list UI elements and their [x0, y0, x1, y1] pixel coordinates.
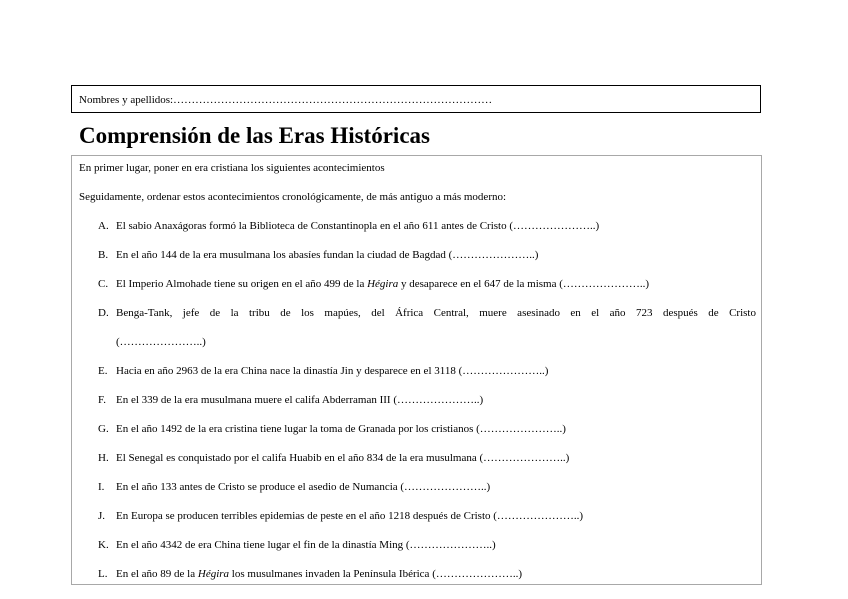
- item-letter: J.: [98, 510, 106, 522]
- item-letter: B.: [98, 249, 109, 261]
- item-text: En el 339 de la era musulmana muere el califa Abderraman III (…………………..): [116, 394, 484, 406]
- instruction-second: Seguidamente, ordenar estos acontecimientos cronológicamente, de más antiguo a más moderno:: [79, 191, 507, 203]
- name-field[interactable]: [71, 85, 761, 113]
- exercise-box: [71, 155, 762, 585]
- item-text: En el año 144 de la era musulmana los abasíes fundan la ciudad de Bagdad (…………………..): [116, 249, 539, 261]
- item-text: Benga-Tank, jefe de la tribu de los mapúes, del África Central, muere asesinado en el año 723 después de Cristo: [116, 307, 756, 319]
- page-title: Comprensión de las Eras Históricas: [79, 123, 430, 148]
- item-letter: C.: [98, 278, 109, 290]
- item-letter: H.: [98, 452, 109, 464]
- item-text: En el año 4342 de era China tiene lugar el fin de la dinastía Ming (…………………..): [116, 539, 496, 551]
- item-text: En Europa se producen terribles epidemias de peste en el año 1218 después de Cristo (…………………..): [116, 510, 584, 522]
- item-text: En el año 133 antes de Cristo se produce el asedio de Numancia (…………………..): [116, 481, 491, 493]
- item-letter: I.: [98, 481, 105, 493]
- item-letter: D.: [98, 307, 109, 319]
- item-letter: K.: [98, 539, 109, 551]
- item-text: Hacia en año 2963 de la era China nace la dinastía Jin y desparece en el 3118 (…………………..): [116, 365, 549, 377]
- instruction-first: En primer lugar, poner en era cristiana los siguientes acontecimientos: [79, 162, 385, 174]
- item-text: En el año 1492 de la era cristina tiene lugar la toma de Granada por los cristianos (…………………..): [116, 423, 566, 435]
- item-text: El Senegal es conquistado por el califa Huabib en el año 834 de la era musulmana (…………………..): [116, 452, 570, 464]
- item-text: En el año 89 de la Hégira los musulmanes invaden la Península Ibérica (…………………..): [116, 568, 523, 580]
- item-letter: F.: [98, 394, 106, 406]
- item-letter: L.: [98, 568, 108, 580]
- item-text-continued: (…………………..): [116, 336, 206, 348]
- name-label: Nombres y apellidos:……………………………………………………………………………: [79, 94, 493, 106]
- item-letter: E.: [98, 365, 108, 377]
- item-letter: A.: [98, 220, 109, 232]
- item-letter: G.: [98, 423, 109, 435]
- item-text: El sabio Anaxágoras formó la Biblioteca de Constantinopla en el año 611 antes de Cristo (…………………..): [116, 220, 600, 232]
- item-text: El Imperio Almohade tiene su origen en el año 499 de la Hégira y desaparece en el 647 de la misma (…………………..): [116, 278, 650, 290]
